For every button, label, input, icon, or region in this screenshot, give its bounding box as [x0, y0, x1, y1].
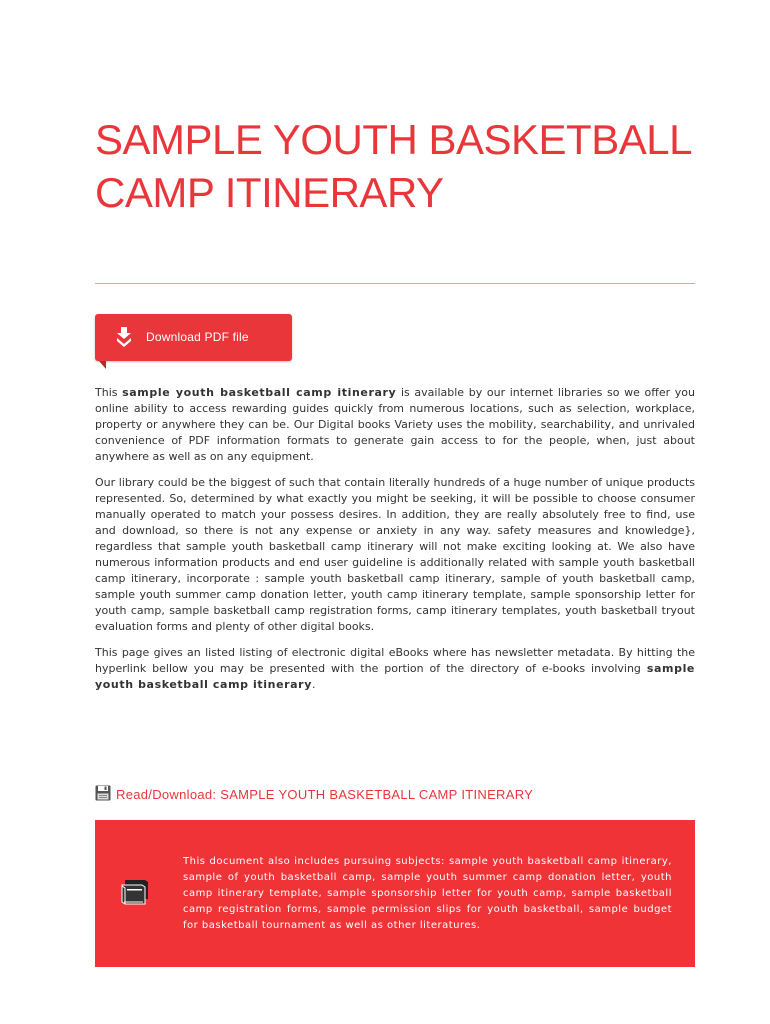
- paragraph-intro: This sample youth basketball camp itinerary is available by our internet libraries so we offer you online ability to access rewarding guides quickly from numerous locations, such as selection, workplace, property or anywhere they can be. Our Digital books Variety uses the mobility, searchability, and unrivaled convenience of PDF information formats to generate gain access to for the people, when, just about anywhere as well as on any equipment.: [95, 386, 695, 463]
- read-download-label: Read/Download: SAMPLE YOUTH BASKETBALL CAMP ITINERARY: [116, 787, 534, 802]
- paragraph-listing: This page gives an listed listing of electronic digital eBooks where has newsletter metadata. By hitting the hyperlink bellow you may be presented with the portion of the directory of e-books involving sample youth basketball camp itinerary.: [95, 646, 695, 691]
- paragraph-library: Our library could be the biggest of such that contain literally hundreds of a huge number of unique products represented. So, determined by what exactly you might be seeking, it will be possible to choose consumer manually operated to match your possess desires. In addition, they are really absolutely free to find, use and download, so there is not any expense or anxiety in any way. safety measures and knowledge}, regardless that sample youth basketball camp itinerary will not make exciting looking at. We also have numerous information products and end user guideline is additionally related with sample youth basketball camp itinerary, incorporate : sample youth basketball camp itinerary, sample of youth basketball camp, sample youth summer camp donation letter, youth camp itinerary template, sample sponsorship letter for youth camp, sample basketball camp registration forms, camp itinerary templates, youth basketball tryout evaluation forms and plenty of other digital books.: [95, 476, 695, 633]
- page-title: SAMPLE YOUTH BASKETBALL CAMP ITINERARY: [95, 116, 691, 216]
- body-text: [95, 385, 695, 703]
- related-topics-box: [95, 820, 695, 967]
- keyword-bold: sample youth basketball camp itinerary: [95, 662, 695, 691]
- keyword-bold: sample youth basketball camp itinerary: [122, 386, 397, 399]
- related-topics-text: This document also includes pursuing subjects: sample youth basketball camp itinerary, sample of youth basketball camp, sample youth summer camp donation letter, youth camp itinerary template, sample sponsorship letter for youth camp, sample basketball camp registration forms, sample permission slips for youth basketball, sample budget for basketball tournament as well as other literatures.: [183, 856, 672, 931]
- floppy-disk-icon: [95, 785, 111, 801]
- download-pdf-button[interactable]: [95, 314, 292, 361]
- title-divider: [95, 283, 695, 284]
- book-icon: [119, 877, 151, 907]
- download-button-label: Download PDF file: [146, 330, 249, 344]
- download-arrow-icon: [116, 327, 132, 347]
- read-download-link[interactable]: [95, 787, 533, 802]
